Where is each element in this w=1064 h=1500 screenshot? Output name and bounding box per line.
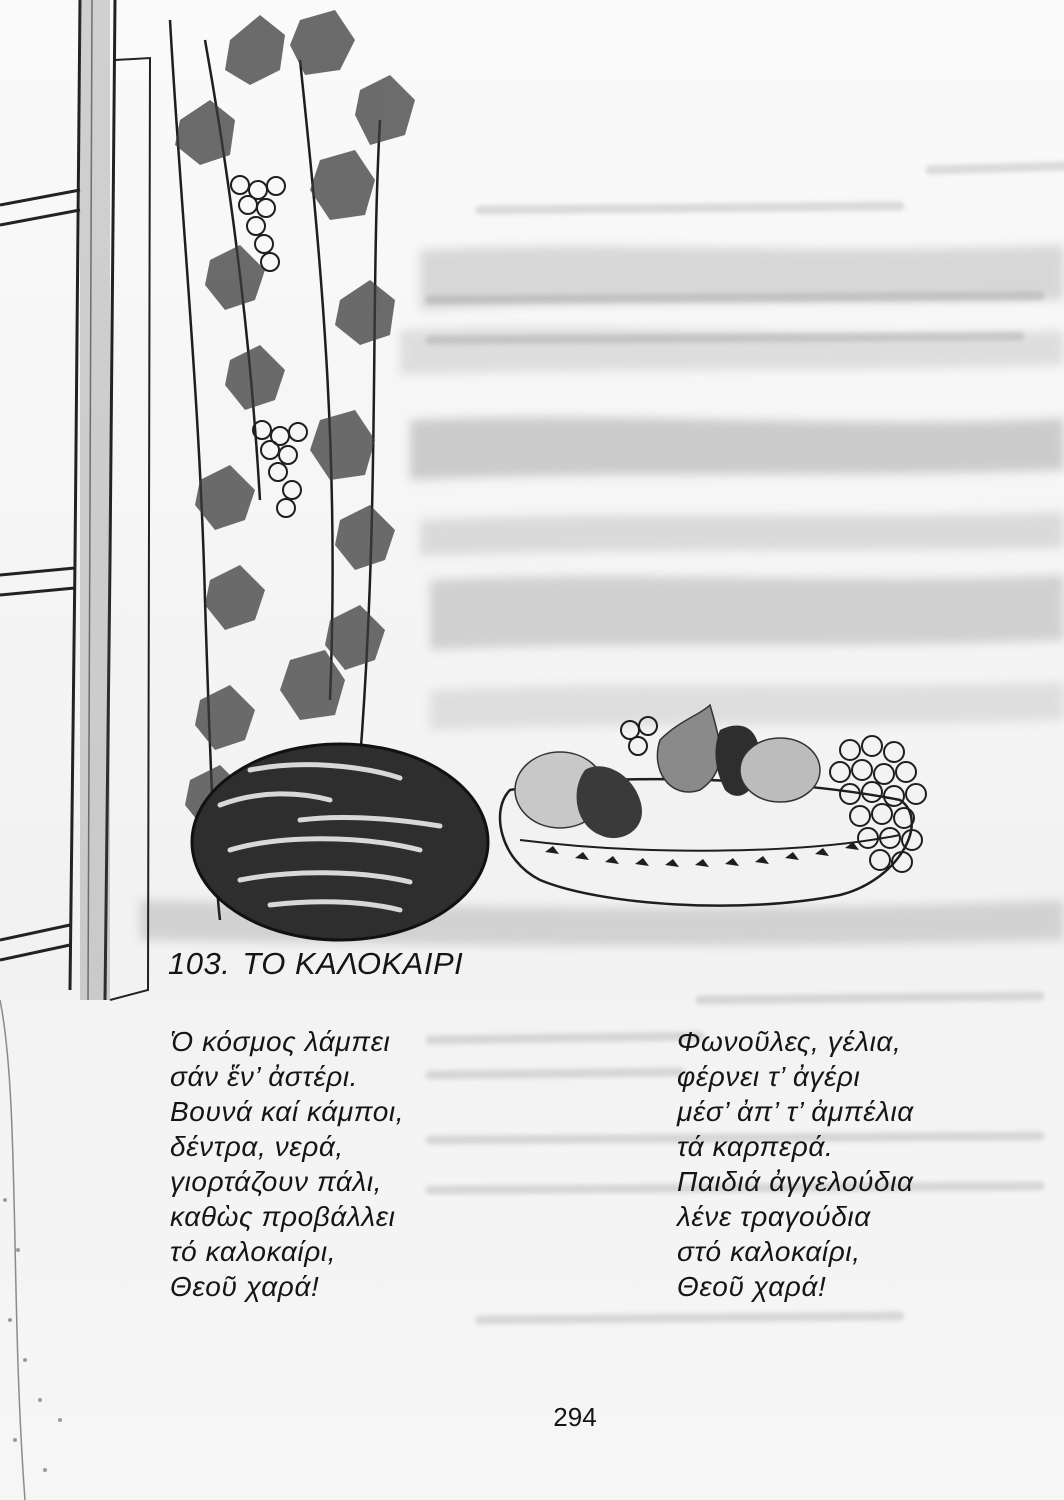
- window-frame: [0, 0, 150, 1500]
- verse-line: λένε τραγούδια: [677, 1201, 871, 1232]
- verse-line: τό καλοκαίρι,: [170, 1236, 337, 1267]
- stanza-left: [170, 1024, 404, 1304]
- poem-title: [168, 946, 463, 982]
- window-shading: [80, 0, 110, 1000]
- verse-line: Θεοῦ χαρά!: [170, 1271, 320, 1302]
- verse-line: μέσ’ ἀπ’ τ’ ἀμπέλια: [677, 1096, 914, 1127]
- verse-line: Φωνοῦλες, γέλια,: [677, 1026, 902, 1057]
- verse-line: σάν ἕν’ ἀστέρι.: [170, 1061, 359, 1092]
- verse-line: καθὼς προβάλλει: [170, 1201, 396, 1232]
- stanza-right: [677, 1024, 914, 1304]
- poem-title-text: ΤΟ ΚΑΛΟΚΑΙΡΙ: [242, 946, 464, 981]
- verse-line: φέρνει τ’ ἀγέρι: [677, 1061, 861, 1092]
- verse-line: στό καλοκαίρι,: [677, 1236, 861, 1267]
- verse-line: τά καρπερά.: [677, 1131, 834, 1162]
- watermelon: [192, 744, 488, 940]
- vine-leaves: [175, 10, 415, 830]
- verse-line: Παιδιά ἀγγελούδια: [677, 1166, 914, 1197]
- page-number: 294: [553, 1402, 597, 1432]
- verse-line: Βουνά καί κάμποι,: [170, 1096, 405, 1127]
- verse-line: δέντρα, νερά,: [170, 1131, 344, 1162]
- verse-line: γιορτάζουν πάλι,: [170, 1166, 383, 1197]
- grape-clusters: [231, 176, 307, 517]
- verse-line: Ὁ κόσμος λάμπει: [170, 1026, 391, 1057]
- poem-number: 103.: [168, 946, 231, 981]
- verse-line: Θεοῦ χαρά!: [677, 1271, 827, 1302]
